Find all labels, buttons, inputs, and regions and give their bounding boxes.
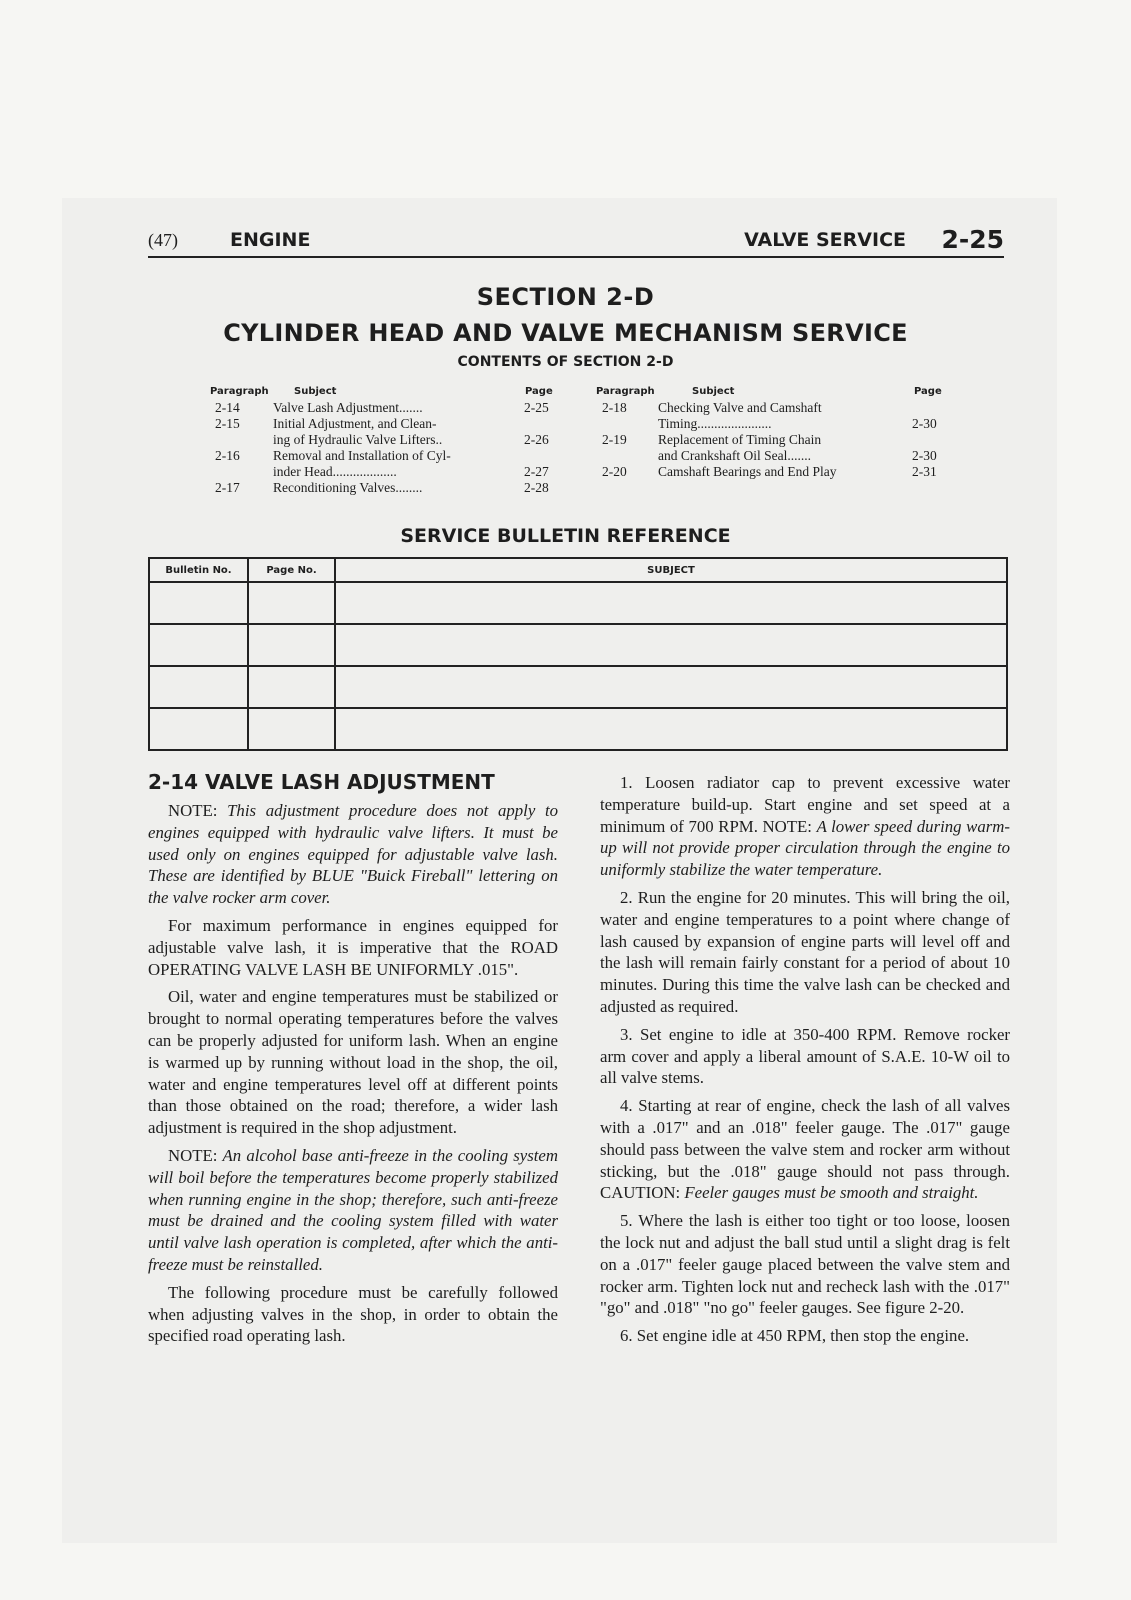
table-cell — [149, 708, 248, 750]
note-label: NOTE: — [168, 801, 218, 820]
step-text: 1. Loosen radiator cap to prevent excessive water temperature build-up. Start engine and set speed at a minimum of 700 RPM. — [600, 773, 1010, 836]
col-header-paragraph: Paragraph — [596, 386, 655, 397]
note-text: This adjustment procedure does not apply to engines equipped with hydraulic valve lifters. It must be used only on engines equipped for adjustable valve lash. These are identified by BLUE "Buick Fireball" lettering on the valve rocker arm cover. — [148, 801, 558, 908]
section-subject: VALVE SERVICE — [744, 229, 906, 251]
section-name: ENGINE — [230, 229, 311, 251]
section-heading: 2-14 VALVE LASH ADJUSTMENT — [148, 770, 495, 794]
toc-page: 2-30 — [912, 448, 937, 463]
toc-subject: Camshaft Bearings and End Play — [658, 464, 837, 479]
toc-paragraph: 2-14 — [215, 400, 240, 415]
table-row — [149, 582, 1007, 624]
table-cell — [149, 666, 248, 708]
col-header-subject: Subject — [692, 386, 735, 397]
toc-paragraph: 2-19 — [602, 432, 627, 447]
caution-text: Feeler gauges must be smooth and straight. — [684, 1183, 979, 1203]
contents-title: CONTENTS OF SECTION 2-D — [457, 354, 674, 370]
toc-subject: Reconditioning Valves........ — [273, 480, 423, 495]
col-header-page: Page — [525, 386, 553, 397]
col-header-subject: Subject — [294, 386, 337, 397]
body-paragraph: Oil, water and engine temperatures must be stabilized or brought to normal operating temperatures before the valves can be properly adjusted for uniform lash. When an engine is warmed up by running without load in the shop, the oil, water and engine temperatures level off at different points than those obtained on the road; therefore, a wider lash adjustment is required in the shop adjustment. — [148, 987, 558, 1138]
toc-paragraph: 2-20 — [602, 464, 627, 479]
table-row — [149, 666, 1007, 708]
toc-paragraph: 2-15 — [215, 416, 240, 431]
step-6: 6. Set engine idle at 450 RPM, then stop the engine. — [620, 1326, 970, 1346]
toc-subject-cont: Timing...................... — [658, 416, 772, 431]
toc-page: 2-28 — [524, 480, 549, 495]
col-header-paragraph: Paragraph — [210, 386, 269, 397]
toc-page: 2-25 — [524, 400, 549, 415]
table-cell — [149, 582, 248, 624]
toc-subject: Initial Adjustment, and Clean- — [273, 416, 437, 431]
page-code: 2-25 — [941, 225, 1004, 254]
table-cell — [248, 666, 335, 708]
note-paragraph — [148, 800, 558, 909]
toc-subject: Checking Valve and Camshaft — [658, 400, 822, 415]
toc-subject-cont: inder Head................... — [273, 464, 397, 479]
table-cell — [149, 624, 248, 666]
toc-subject: Replacement of Timing Chain — [658, 432, 822, 447]
note-label: NOTE: — [762, 816, 812, 836]
note-paragraph — [148, 1145, 558, 1276]
toc-paragraph: 2-17 — [215, 480, 240, 495]
body-paragraph: For maximum performance in engines equipped for adjustable valve lash, it is imperative that the ROAD OPERATING VALVE LASH BE UNIFORMLY .015". — [148, 915, 558, 979]
page-number: (47) — [148, 230, 178, 250]
table-cell — [335, 708, 1007, 750]
toc-page: 2-31 — [912, 464, 937, 479]
toc-subject: Removal and Installation of Cyl- — [273, 448, 451, 463]
step-1 — [600, 772, 1010, 881]
step-text: 4. Starting at rear of engine, check the lash of all valves with a .017" and an .018" feeler gauge. The .017" gauge should pass between the valve stem and rocker arm without sticking, but the .018" gauge should not pass through. — [600, 1096, 1010, 1181]
step-2: 2. Run the engine for 20 minutes. This will bring the oil, water and engine temperatures to a point where change of lash caused by expansion of engine parts will level off and the lash will remain fairly constant for a period of about 10 minutes. During this time the valve lash can be checked and adjusted as required. — [600, 887, 1010, 1016]
col-header-page: Page — [914, 386, 942, 397]
step-5: 5. Where the lash is either too tight or too loose, loosen the lock nut and adjust the ball stud until a slight drag is felt on a .017" feeler gauge placed between the valve stem and rocker arm. Tighten lock nut and recheck lash with the .017" "go" and .018" "no go" feeler gauges. See figure 2-20. — [600, 1211, 1010, 1318]
table-cell — [335, 582, 1007, 624]
toc-subject-cont: and Crankshaft Oil Seal....... — [658, 448, 811, 463]
step-4 — [600, 1095, 1010, 1204]
table-cell — [335, 666, 1007, 708]
toc-subject: Valve Lash Adjustment....... — [273, 400, 423, 415]
table-row — [149, 708, 1007, 750]
right-column — [600, 772, 1010, 1347]
table-cell — [335, 624, 1007, 666]
subject-header: SUBJECT — [335, 558, 1007, 582]
toc-page: 2-26 — [524, 432, 549, 447]
main-title: CYLINDER HEAD AND VALVE MECHANISM SERVICE — [223, 319, 908, 347]
bulletin-no-header: Bulletin No. — [149, 558, 248, 582]
step-3: 3. Set engine to idle at 350-400 RPM. Remove rocker arm cover and apply a liberal amount of S.A.E. 10-W oil to all valve stems. — [600, 1024, 1010, 1088]
table-cell — [248, 708, 335, 750]
toc-page: 2-30 — [912, 416, 937, 431]
note-text: An alcohol base anti-freeze in the cooling system will boil before the temperatures become properly stabilized when running engine in the shop; therefore, such anti-freeze must be drained and the cooling system filled with water until valve lash operation is completed, after which the anti-freeze must be reinstalled. — [148, 1145, 558, 1274]
toc-page: 2-27 — [524, 464, 549, 479]
bulletin-table — [148, 557, 1008, 751]
section-title: SECTION 2-D — [476, 283, 655, 311]
table-row — [149, 624, 1007, 666]
table-cell — [248, 624, 335, 666]
toc-paragraph: 2-16 — [215, 448, 240, 463]
bulletin-title: SERVICE BULLETIN REFERENCE — [400, 525, 731, 547]
toc-paragraph: 2-18 — [602, 400, 627, 415]
running-header — [148, 225, 1004, 258]
toc-subject-cont: ing of Hydraulic Valve Lifters.. — [273, 432, 443, 447]
caution-label: CAUTION: — [600, 1183, 681, 1203]
body-paragraph: The following procedure must be carefully followed when adjusting valves in the shop, in order to obtain the specified road operating lash. — [148, 1282, 558, 1346]
page-no-header: Page No. — [248, 558, 335, 582]
note-label: NOTE: — [168, 1145, 218, 1165]
table-cell — [248, 582, 335, 624]
note-text: A lower speed during warm-up will not provide proper circulation through the engine to uniformly stabilize the water temperature. — [600, 816, 1010, 880]
left-column — [148, 800, 558, 1347]
